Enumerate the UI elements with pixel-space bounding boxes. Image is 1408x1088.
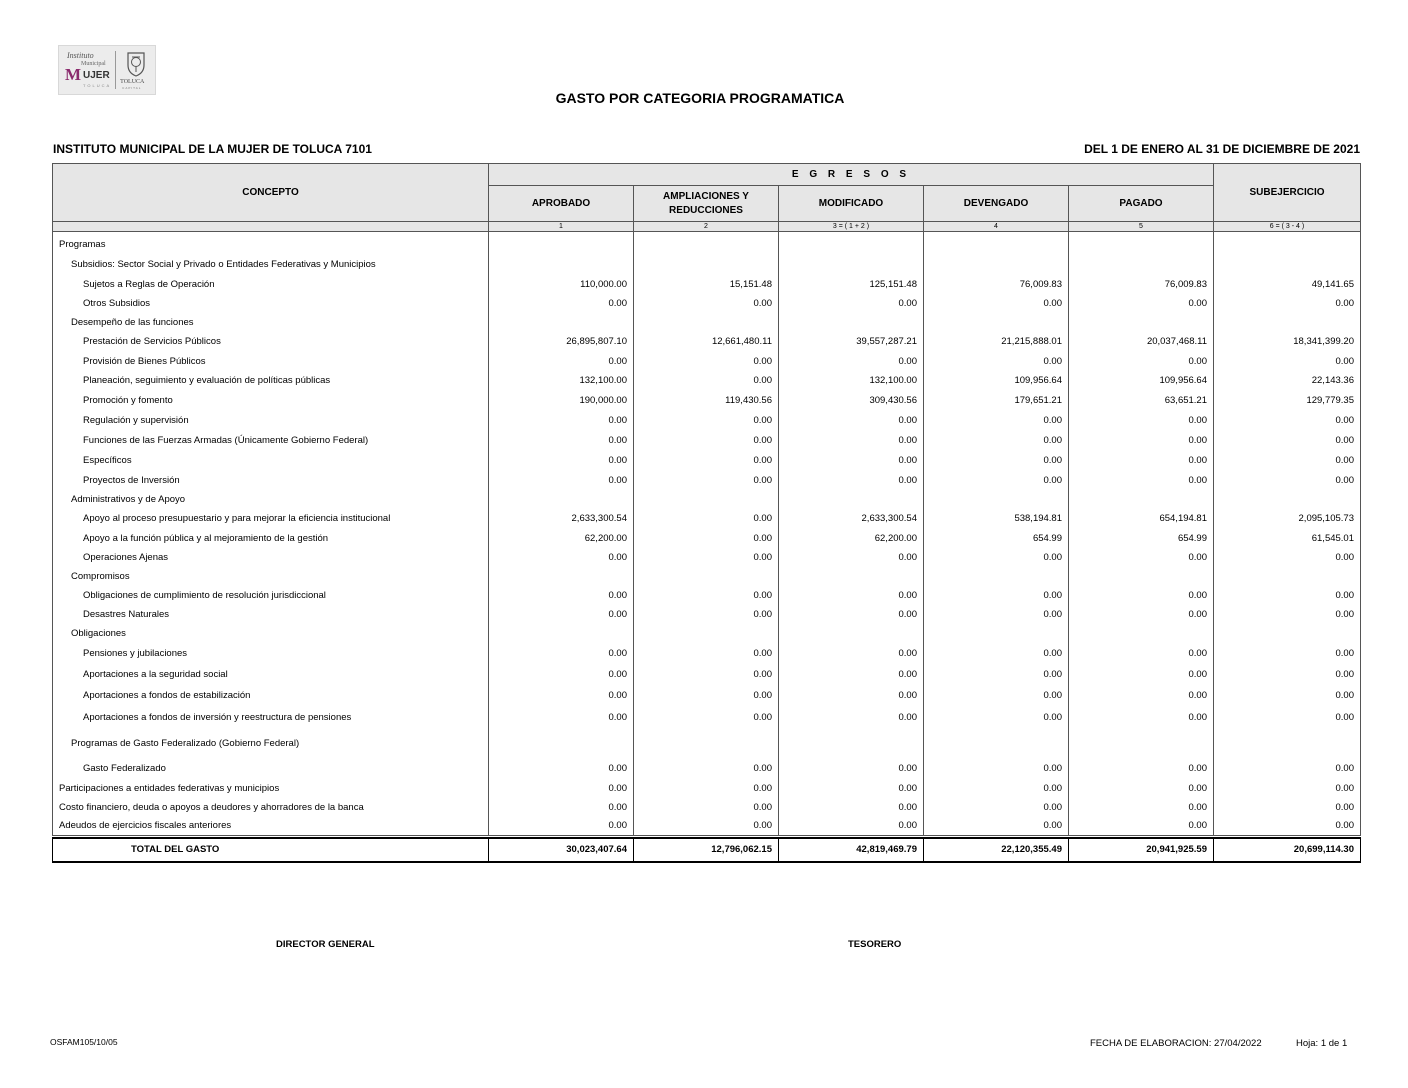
row-value: 0.00 bbox=[924, 817, 1069, 836]
row-value: 0.00 bbox=[1069, 431, 1214, 451]
row-value: 190,000.00 bbox=[489, 391, 634, 411]
empty-cell bbox=[634, 490, 779, 509]
row-value: 0.00 bbox=[924, 471, 1069, 490]
row-value: 0.00 bbox=[489, 352, 634, 371]
document-title: GASTO POR CATEGORIA PROGRAMATICA bbox=[555, 90, 845, 106]
empty-cell bbox=[634, 624, 779, 644]
row-value: 76,009.83 bbox=[924, 275, 1069, 294]
row-value: 0.00 bbox=[1069, 644, 1214, 664]
index-cell: 4 bbox=[924, 222, 1069, 232]
row-label: Proyectos de Inversión bbox=[53, 471, 489, 490]
empty-cell bbox=[1214, 313, 1361, 332]
index-cell: 1 bbox=[489, 222, 634, 232]
logo-city: TOLUCA bbox=[120, 79, 145, 85]
row-value: 0.00 bbox=[634, 759, 779, 779]
row-label: Promoción y fomento bbox=[53, 391, 489, 411]
row-value: 0.00 bbox=[779, 451, 924, 471]
crest-icon bbox=[124, 51, 148, 77]
report-period: DEL 1 DE ENERO AL 31 DE DICIEMBRE DE 2021 bbox=[1084, 142, 1360, 156]
row-value: 0.00 bbox=[634, 798, 779, 817]
empty-cell bbox=[1214, 255, 1361, 275]
table-row bbox=[53, 313, 1361, 332]
row-value: 0.00 bbox=[1214, 471, 1361, 490]
column-header: APROBADO bbox=[489, 186, 634, 222]
row-label: Adeudos de ejercicios fiscales anteriores bbox=[53, 817, 489, 836]
table-row bbox=[53, 605, 1361, 624]
row-value: 0.00 bbox=[1214, 685, 1361, 706]
row-value: 0.00 bbox=[779, 294, 924, 313]
empty-cell bbox=[779, 234, 924, 255]
row-value: 0.00 bbox=[779, 431, 924, 451]
row-value: 0.00 bbox=[489, 451, 634, 471]
row-value: 109,956.64 bbox=[924, 371, 1069, 391]
row-label: Otros Subsidios bbox=[53, 294, 489, 313]
row-label: Sujetos a Reglas de Operación bbox=[53, 275, 489, 294]
row-label: Desempeño de las funciones bbox=[53, 313, 489, 332]
logo-letter-m: M bbox=[65, 65, 82, 84]
row-value: 0.00 bbox=[924, 548, 1069, 567]
toluca-crest bbox=[120, 49, 151, 91]
row-value: 0.00 bbox=[1069, 352, 1214, 371]
row-value: 0.00 bbox=[489, 471, 634, 490]
empty-cell bbox=[924, 729, 1069, 759]
row-value: 2,633,300.54 bbox=[779, 509, 924, 529]
row-value: 0.00 bbox=[779, 548, 924, 567]
entity-name: INSTITUTO MUNICIPAL DE LA MUJER DE TOLUCA 7101 bbox=[53, 142, 372, 156]
row-label: Programas de Gasto Federalizado (Gobierno Federal) bbox=[53, 729, 489, 759]
empty-cell bbox=[489, 567, 634, 586]
row-label: Funciones de las Fuerzas Armadas (Únicamente Gobierno Federal) bbox=[53, 431, 489, 451]
row-value: 0.00 bbox=[489, 431, 634, 451]
row-value: 129,779.35 bbox=[1214, 391, 1361, 411]
row-value: 0.00 bbox=[1214, 798, 1361, 817]
row-value: 0.00 bbox=[779, 798, 924, 817]
empty-cell bbox=[634, 255, 779, 275]
row-value: 654.99 bbox=[924, 529, 1069, 548]
row-value: 0.00 bbox=[489, 548, 634, 567]
row-value: 0.00 bbox=[1069, 706, 1214, 729]
table-row bbox=[53, 371, 1361, 391]
row-value: 0.00 bbox=[1214, 605, 1361, 624]
table-row bbox=[53, 729, 1361, 759]
row-value: 0.00 bbox=[634, 431, 779, 451]
row-value: 0.00 bbox=[634, 548, 779, 567]
total-value: 12,796,062.15 bbox=[634, 838, 779, 862]
table-row bbox=[53, 332, 1361, 352]
row-value: 0.00 bbox=[1069, 685, 1214, 706]
row-value: 0.00 bbox=[1214, 706, 1361, 729]
table-row bbox=[53, 798, 1361, 817]
row-value: 2,633,300.54 bbox=[489, 509, 634, 529]
row-value: 0.00 bbox=[489, 706, 634, 729]
row-label: Costo financiero, deuda o apoyos a deudores y ahorradores de la banca bbox=[53, 798, 489, 817]
table-row bbox=[53, 255, 1361, 275]
empty-cell bbox=[924, 567, 1069, 586]
elaboration-date: FECHA DE ELABORACION: 27/04/2022 bbox=[1090, 1038, 1262, 1049]
row-value: 0.00 bbox=[634, 352, 779, 371]
row-value: 110,000.00 bbox=[489, 275, 634, 294]
empty-cell bbox=[1214, 567, 1361, 586]
row-value: 26,895,807.10 bbox=[489, 332, 634, 352]
logo-divider bbox=[115, 51, 116, 89]
table-row bbox=[53, 451, 1361, 471]
row-label: Pensiones y jubilaciones bbox=[53, 644, 489, 664]
row-value: 0.00 bbox=[779, 685, 924, 706]
empty-cell bbox=[489, 313, 634, 332]
column-header: AMPLIACIONES Y REDUCCIONES bbox=[634, 186, 779, 222]
row-value: 0.00 bbox=[924, 798, 1069, 817]
row-value: 0.00 bbox=[924, 586, 1069, 605]
row-value: 0.00 bbox=[634, 371, 779, 391]
row-value: 0.00 bbox=[779, 352, 924, 371]
row-value: 0.00 bbox=[634, 586, 779, 605]
empty-cell bbox=[634, 234, 779, 255]
row-value: 0.00 bbox=[924, 605, 1069, 624]
table-row bbox=[53, 706, 1361, 729]
page-number: Hoja: 1 de 1 bbox=[1296, 1038, 1348, 1049]
table-row bbox=[53, 391, 1361, 411]
row-value: 0.00 bbox=[1214, 586, 1361, 605]
total-row bbox=[53, 838, 1361, 862]
table-row bbox=[53, 817, 1361, 836]
row-value: 61,545.01 bbox=[1214, 529, 1361, 548]
row-label: Apoyo al proceso presupuestario y para mejorar la eficiencia institucional bbox=[53, 509, 489, 529]
logo-city-sub: CAPITAL bbox=[122, 86, 142, 90]
row-value: 62,200.00 bbox=[489, 529, 634, 548]
row-value: 654,194.81 bbox=[1069, 509, 1214, 529]
row-label: Operaciones Ajenas bbox=[53, 548, 489, 567]
row-label: Aportaciones a fondos de inversión y reestructura de pensiones bbox=[53, 706, 489, 729]
row-value: 0.00 bbox=[1214, 352, 1361, 371]
empty-cell bbox=[1069, 729, 1214, 759]
row-value: 0.00 bbox=[779, 471, 924, 490]
row-value: 654.99 bbox=[1069, 529, 1214, 548]
row-value: 0.00 bbox=[489, 586, 634, 605]
row-label: Prestación de Servicios Públicos bbox=[53, 332, 489, 352]
row-value: 0.00 bbox=[1214, 548, 1361, 567]
table-row bbox=[53, 529, 1361, 548]
row-value: 0.00 bbox=[489, 779, 634, 798]
row-label: Subsidios: Sector Social y Privado o Entidades Federativas y Municipios bbox=[53, 255, 489, 275]
row-label: Planeación, seguimiento y evaluación de políticas públicas bbox=[53, 371, 489, 391]
empty-cell bbox=[489, 234, 634, 255]
table-row bbox=[53, 586, 1361, 605]
total-value: 30,023,407.64 bbox=[489, 838, 634, 862]
row-value: 0.00 bbox=[779, 644, 924, 664]
row-value: 0.00 bbox=[924, 294, 1069, 313]
table-row bbox=[53, 490, 1361, 509]
row-value: 0.00 bbox=[779, 759, 924, 779]
empty-cell bbox=[489, 729, 634, 759]
institution-logo bbox=[58, 45, 156, 95]
row-label: Provisión de Bienes Públicos bbox=[53, 352, 489, 371]
row-label: Gasto Federalizado bbox=[53, 759, 489, 779]
row-label: Desastres Naturales bbox=[53, 605, 489, 624]
empty-cell bbox=[489, 490, 634, 509]
row-value: 0.00 bbox=[1069, 605, 1214, 624]
row-value: 0.00 bbox=[924, 451, 1069, 471]
row-value: 62,200.00 bbox=[779, 529, 924, 548]
table-row bbox=[53, 644, 1361, 664]
row-value: 0.00 bbox=[924, 644, 1069, 664]
signature-treasurer: TESORERO bbox=[848, 939, 902, 950]
row-value: 0.00 bbox=[634, 509, 779, 529]
expense-table bbox=[52, 163, 1361, 863]
row-value: 0.00 bbox=[634, 644, 779, 664]
row-label: Apoyo a la función pública y al mejoramiento de la gestión bbox=[53, 529, 489, 548]
row-value: 0.00 bbox=[489, 644, 634, 664]
table-row bbox=[53, 275, 1361, 294]
table-row bbox=[53, 509, 1361, 529]
row-label: Regulación y supervisión bbox=[53, 411, 489, 431]
row-value: 0.00 bbox=[634, 817, 779, 836]
row-value: 0.00 bbox=[489, 294, 634, 313]
row-value: 0.00 bbox=[634, 294, 779, 313]
empty-cell bbox=[489, 624, 634, 644]
logo-word-ujer: UJER bbox=[83, 70, 110, 81]
row-value: 0.00 bbox=[1214, 779, 1361, 798]
row-value: 0.00 bbox=[1214, 759, 1361, 779]
row-value: 0.00 bbox=[779, 586, 924, 605]
row-label: Programas bbox=[53, 234, 489, 255]
empty-cell bbox=[924, 255, 1069, 275]
row-value: 0.00 bbox=[489, 817, 634, 836]
table-row bbox=[53, 779, 1361, 798]
row-value: 0.00 bbox=[1069, 294, 1214, 313]
row-value: 0.00 bbox=[1069, 798, 1214, 817]
row-value: 0.00 bbox=[1214, 294, 1361, 313]
column-header: MODIFICADO bbox=[779, 186, 924, 222]
row-value: 0.00 bbox=[924, 685, 1069, 706]
empty-cell bbox=[924, 624, 1069, 644]
empty-cell bbox=[779, 313, 924, 332]
signature-director: DIRECTOR GENERAL bbox=[276, 939, 375, 950]
row-value: 2,095,105.73 bbox=[1214, 509, 1361, 529]
row-value: 0.00 bbox=[1069, 451, 1214, 471]
row-value: 0.00 bbox=[779, 664, 924, 685]
total-value: 22,120,355.49 bbox=[924, 838, 1069, 862]
row-value: 0.00 bbox=[1069, 586, 1214, 605]
row-value: 0.00 bbox=[634, 605, 779, 624]
row-value: 0.00 bbox=[1069, 759, 1214, 779]
logo-line-1: Instituto bbox=[67, 51, 94, 60]
empty-cell bbox=[779, 255, 924, 275]
table-body bbox=[53, 232, 1361, 862]
row-value: 0.00 bbox=[1069, 411, 1214, 431]
row-value: 132,100.00 bbox=[779, 371, 924, 391]
row-value: 63,651.21 bbox=[1069, 391, 1214, 411]
row-value: 0.00 bbox=[779, 817, 924, 836]
row-value: 132,100.00 bbox=[489, 371, 634, 391]
row-value: 0.00 bbox=[1069, 664, 1214, 685]
row-value: 0.00 bbox=[634, 411, 779, 431]
row-value: 109,956.64 bbox=[1069, 371, 1214, 391]
empty-cell bbox=[1069, 255, 1214, 275]
table-row bbox=[53, 352, 1361, 371]
total-value: 42,819,469.79 bbox=[779, 838, 924, 862]
row-value: 0.00 bbox=[1069, 779, 1214, 798]
row-value: 49,141.65 bbox=[1214, 275, 1361, 294]
row-value: 0.00 bbox=[1214, 411, 1361, 431]
table-row bbox=[53, 685, 1361, 706]
row-value: 0.00 bbox=[489, 798, 634, 817]
row-value: 0.00 bbox=[634, 779, 779, 798]
concepto-header: CONCEPTO bbox=[53, 164, 489, 222]
empty-cell bbox=[1069, 234, 1214, 255]
row-value: 0.00 bbox=[1214, 451, 1361, 471]
logo-line-2: Municipal bbox=[81, 61, 106, 67]
empty-cell bbox=[779, 729, 924, 759]
row-label: Participaciones a entidades federativas y municipios bbox=[53, 779, 489, 798]
empty-cell bbox=[1069, 313, 1214, 332]
index-cell: 6 = ( 3 - 4 ) bbox=[1214, 222, 1361, 232]
row-value: 0.00 bbox=[779, 706, 924, 729]
row-value: 0.00 bbox=[1069, 548, 1214, 567]
row-value: 0.00 bbox=[924, 706, 1069, 729]
row-value: 0.00 bbox=[489, 685, 634, 706]
row-value: 179,651.21 bbox=[924, 391, 1069, 411]
row-value: 0.00 bbox=[924, 664, 1069, 685]
subejercicio-header: SUBEJERCICIO bbox=[1214, 164, 1361, 222]
row-value: 0.00 bbox=[489, 664, 634, 685]
row-value: 0.00 bbox=[489, 605, 634, 624]
row-value: 0.00 bbox=[779, 411, 924, 431]
row-label: Administrativos y de Apoyo bbox=[53, 490, 489, 509]
empty-cell bbox=[924, 490, 1069, 509]
row-value: 125,151.48 bbox=[779, 275, 924, 294]
row-value: 0.00 bbox=[924, 431, 1069, 451]
row-label: Aportaciones a fondos de estabilización bbox=[53, 685, 489, 706]
empty-cell bbox=[634, 567, 779, 586]
table-row bbox=[53, 431, 1361, 451]
row-value: 0.00 bbox=[779, 779, 924, 798]
row-value: 538,194.81 bbox=[924, 509, 1069, 529]
row-value: 0.00 bbox=[634, 471, 779, 490]
empty-cell bbox=[1069, 624, 1214, 644]
row-value: 309,430.56 bbox=[779, 391, 924, 411]
empty-cell bbox=[779, 624, 924, 644]
row-value: 21,215,888.01 bbox=[924, 332, 1069, 352]
row-value: 0.00 bbox=[634, 664, 779, 685]
table-row bbox=[53, 234, 1361, 255]
index-cell: 5 bbox=[1069, 222, 1214, 232]
row-value: 0.00 bbox=[489, 411, 634, 431]
mujer-logo bbox=[63, 49, 111, 91]
empty-cell bbox=[1069, 567, 1214, 586]
index-cell: 3 = ( 1 + 2 ) bbox=[779, 222, 924, 232]
table-row bbox=[53, 759, 1361, 779]
row-value: 22,143.36 bbox=[1214, 371, 1361, 391]
empty-cell bbox=[634, 729, 779, 759]
row-value: 15,151.48 bbox=[634, 275, 779, 294]
table-row bbox=[53, 664, 1361, 685]
row-value: 0.00 bbox=[1214, 817, 1361, 836]
table-row bbox=[53, 294, 1361, 313]
total-label: TOTAL DEL GASTO bbox=[53, 838, 489, 862]
empty-cell bbox=[924, 234, 1069, 255]
row-value: 0.00 bbox=[779, 605, 924, 624]
table-row bbox=[53, 624, 1361, 644]
row-value: 0.00 bbox=[1069, 471, 1214, 490]
row-value: 0.00 bbox=[634, 529, 779, 548]
row-label: Específicos bbox=[53, 451, 489, 471]
logo-line-4: TOLUCA bbox=[83, 83, 112, 88]
empty-cell bbox=[1069, 490, 1214, 509]
row-label: Aportaciones a la seguridad social bbox=[53, 664, 489, 685]
row-label: Obligaciones de cumplimiento de resolución jurisdiccional bbox=[53, 586, 489, 605]
row-value: 0.00 bbox=[1214, 644, 1361, 664]
egresos-header: E G R E S O S bbox=[489, 164, 1214, 186]
row-value: 119,430.56 bbox=[634, 391, 779, 411]
row-value: 76,009.83 bbox=[1069, 275, 1214, 294]
total-value: 20,941,925.59 bbox=[1069, 838, 1214, 862]
row-value: 0.00 bbox=[1214, 431, 1361, 451]
row-value: 0.00 bbox=[924, 759, 1069, 779]
row-value: 0.00 bbox=[1069, 817, 1214, 836]
empty-cell bbox=[779, 567, 924, 586]
table-row bbox=[53, 471, 1361, 490]
row-value: 0.00 bbox=[924, 779, 1069, 798]
table-row bbox=[53, 548, 1361, 567]
row-label: Compromisos bbox=[53, 567, 489, 586]
empty-cell bbox=[779, 490, 924, 509]
column-header: DEVENGADO bbox=[924, 186, 1069, 222]
total-value: 20,699,114.30 bbox=[1214, 838, 1361, 862]
row-value: 0.00 bbox=[924, 352, 1069, 371]
form-code: OSFAM105/10/05 bbox=[50, 1037, 118, 1047]
empty-cell bbox=[489, 255, 634, 275]
row-value: 0.00 bbox=[924, 411, 1069, 431]
index-cell bbox=[53, 222, 489, 232]
empty-cell bbox=[1214, 490, 1361, 509]
empty-cell bbox=[924, 313, 1069, 332]
row-value: 39,557,287.21 bbox=[779, 332, 924, 352]
empty-cell bbox=[1214, 624, 1361, 644]
empty-cell bbox=[1214, 234, 1361, 255]
row-value: 12,661,480.11 bbox=[634, 332, 779, 352]
row-value: 0.00 bbox=[634, 685, 779, 706]
row-value: 0.00 bbox=[1214, 664, 1361, 685]
empty-cell bbox=[634, 313, 779, 332]
row-value: 0.00 bbox=[634, 451, 779, 471]
row-value: 0.00 bbox=[634, 706, 779, 729]
empty-cell bbox=[1214, 729, 1361, 759]
row-value: 0.00 bbox=[489, 759, 634, 779]
table-row bbox=[53, 567, 1361, 586]
table-row bbox=[53, 411, 1361, 431]
column-header: PAGADO bbox=[1069, 186, 1214, 222]
row-value: 20,037,468.11 bbox=[1069, 332, 1214, 352]
index-cell: 2 bbox=[634, 222, 779, 232]
row-label: Obligaciones bbox=[53, 624, 489, 644]
row-value: 18,341,399.20 bbox=[1214, 332, 1361, 352]
